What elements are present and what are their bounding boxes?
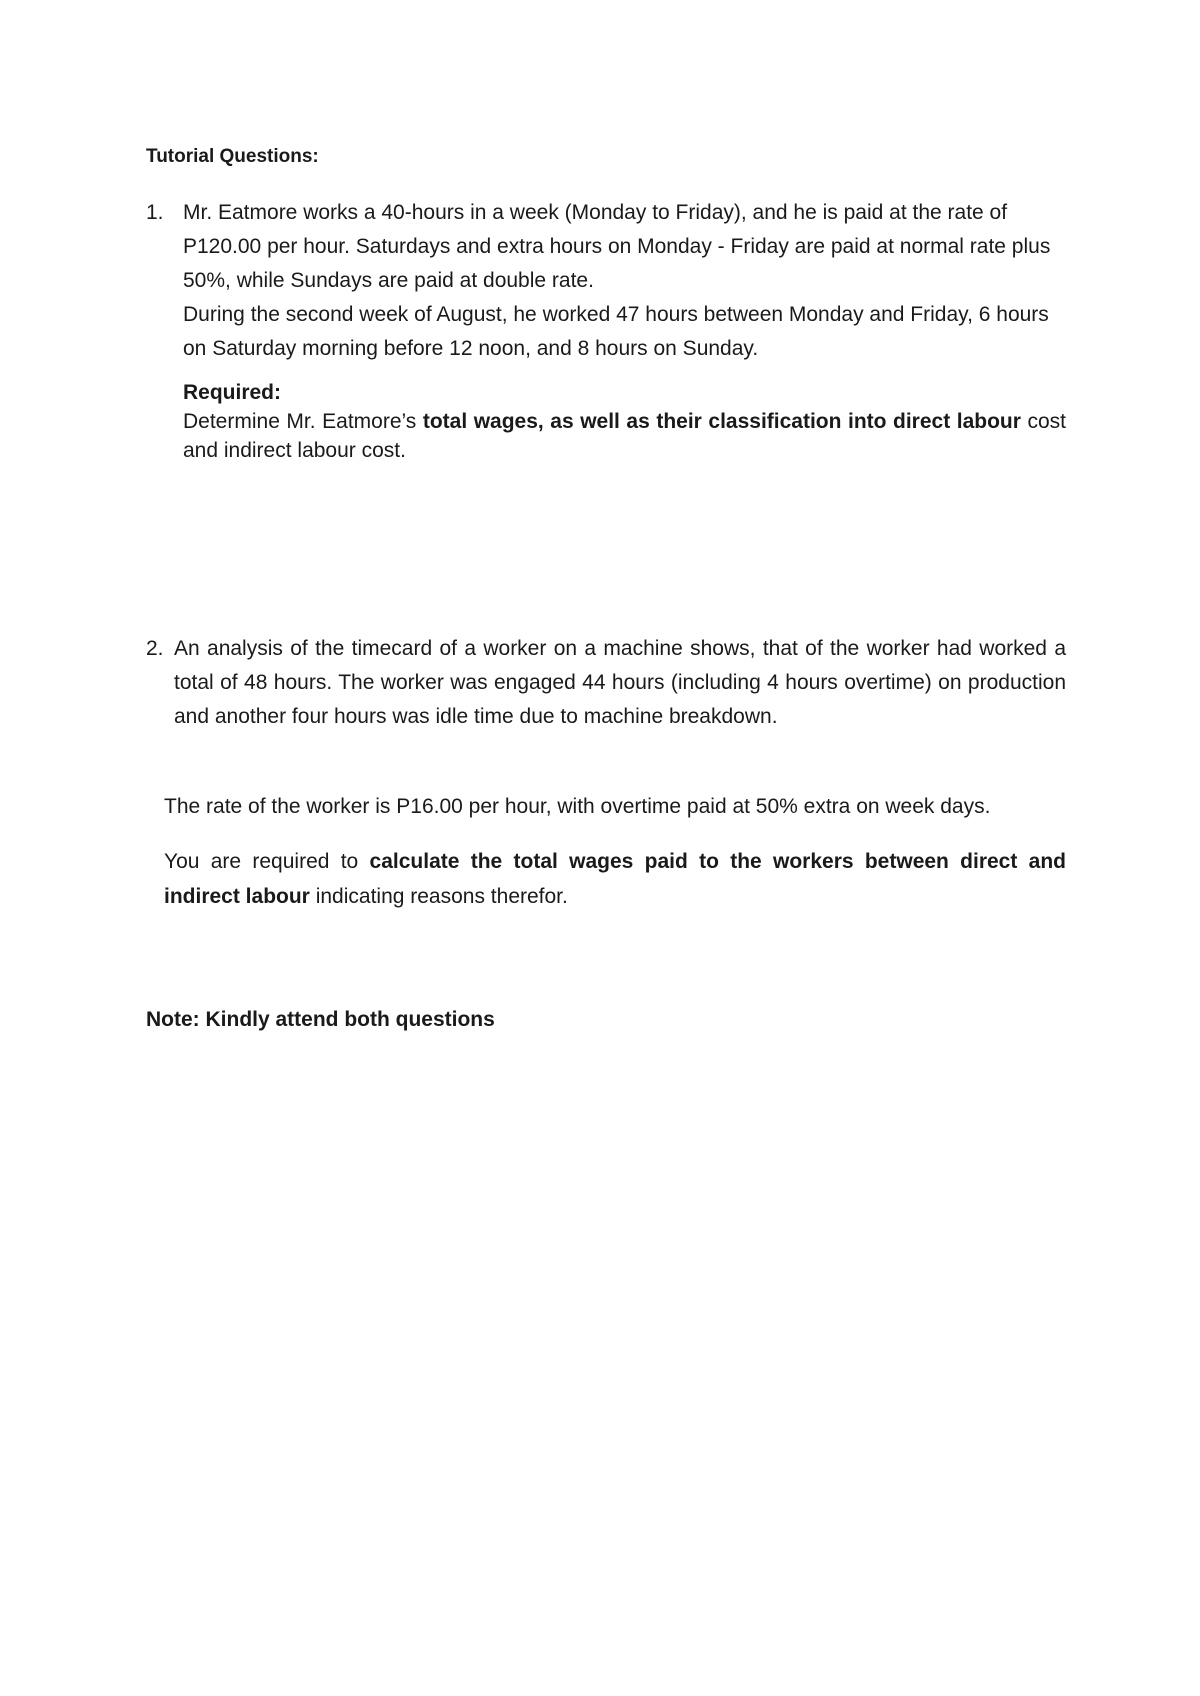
- question-2-paragraph-1: An analysis of the timecard of a worker on a machine shows, that of the worker had worked a total of 48 hours. The worker was engaged 44 hours (including 4 hours overtime) on production and another four hours was idle time due to machine breakdown.: [174, 637, 1066, 728]
- question-2-required-text-a: You are required to: [164, 850, 370, 873]
- question-2-required: [164, 844, 1066, 914]
- question-1-required-text-b: cost and indirect labour cost.: [183, 410, 1066, 462]
- question-1-required-text: [183, 407, 1066, 465]
- question-2-required-text-bold: calculate the total wages paid to the workers between direct and indirect labour: [164, 850, 1066, 908]
- question-1-required-label: Required:: [183, 381, 282, 404]
- question-1-required-text-bold: total wages, as well as their classification into direct labour: [422, 410, 1021, 433]
- question-2-rate-text: The rate of the worker is P16.00 per hour, with overtime paid at 50% extra on week days.: [164, 795, 991, 818]
- question-1-required-text-a: Determine Mr. Eatmore’s: [183, 410, 423, 433]
- question-2-number: 2.: [146, 637, 164, 660]
- document-note: Note: Kindly attend both questions: [146, 1008, 495, 1031]
- question-1-required: [183, 378, 1066, 465]
- question-1-body: [183, 196, 1066, 465]
- question-1-paragraph-1: Mr. Eatmore works a 40-hours in a week (Monday to Friday), and he is paid at the rate of P120.00 per hour. Saturdays and extra hours on Monday - Friday are paid at normal rate plus 50%, while Sundays are paid at double rate.: [183, 201, 1051, 292]
- question-1-paragraph-2: During the second week of August, he worked 47 hours between Monday and Friday, 6 hours on Saturday morning before 12 noon, and 8 hours on Sunday.: [183, 303, 1049, 360]
- question-1-number: 1.: [146, 201, 164, 224]
- question-2-required-text-b: indicating reasons therefor.: [309, 885, 568, 908]
- document-heading: Tutorial Questions:: [146, 146, 319, 167]
- question-2: [146, 632, 1066, 734]
- question-1: [146, 196, 1066, 465]
